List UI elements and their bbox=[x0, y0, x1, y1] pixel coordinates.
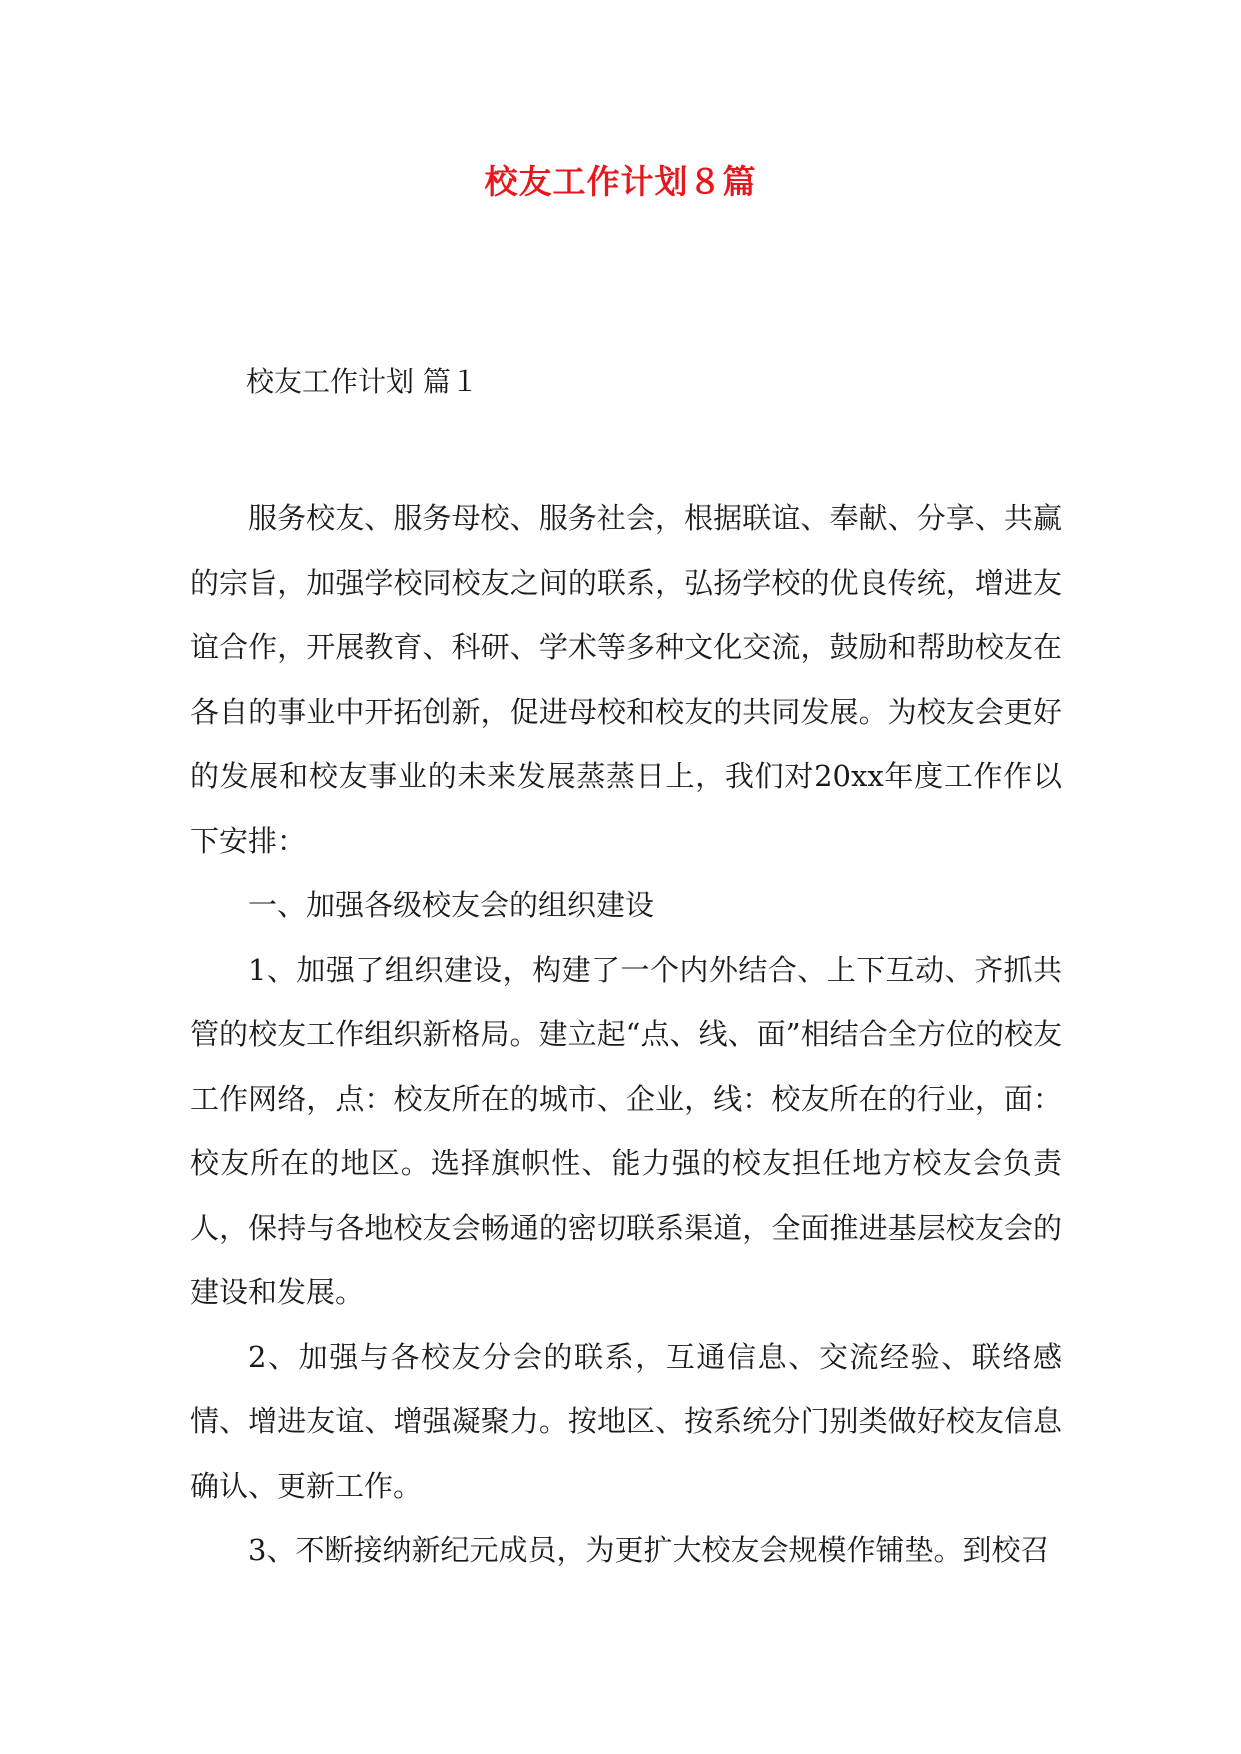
document-title: 校友工作计划８篇 bbox=[484, 162, 757, 201]
section-heading: 校友工作计划 篇１ bbox=[246, 365, 479, 398]
document-body bbox=[190, 486, 1062, 1583]
paragraph-item-1: 1、加强了组织建设，构建了一个内外结合、上下互动、齐抓共管的校友工作组织新格局。建立起“点、线、面”相结合全方位的校友工作网络，点：校友所在的城市、企业，线：校友所在的行业，面：校友所在的地区。选择旗帜性、能力强的校友担任地方校友会负责人，保持与各地校友会畅通的密切联系渠道，全面推进基层校友会的建设和发展。 bbox=[190, 952, 1062, 1309]
paragraph-item-2: 2、加强与各校友分会的联系，互通信息、交流经验、联络感情、增进友谊、增强凝聚力。按地区、按系统分门别类做好校友信息确认、更新工作。 bbox=[190, 1339, 1062, 1503]
paragraph-intro: 服务校友、服务母校、服务社会，根据联谊、奉献、分享、共赢的宗旨，加强学校同校友之间的联系，弘扬学校的优良传统，增进友谊合作，开展教育、科研、学术等多种文化交流，鼓励和帮助校友在各自的事业中开拓创新，促进母校和校友的共同发展。为校友会更好的发展和校友事业的未来发展蒸蒸日上，我们对20xx年度工作作以下安排： bbox=[190, 501, 1062, 858]
paragraph-item-3: 3、不断接纳新纪元成员，为更扩大校友会规模作铺垫。到校召 bbox=[248, 1533, 1050, 1567]
paragraph-heading-organization: 一、加强各级校友会的组织建设 bbox=[248, 888, 655, 922]
